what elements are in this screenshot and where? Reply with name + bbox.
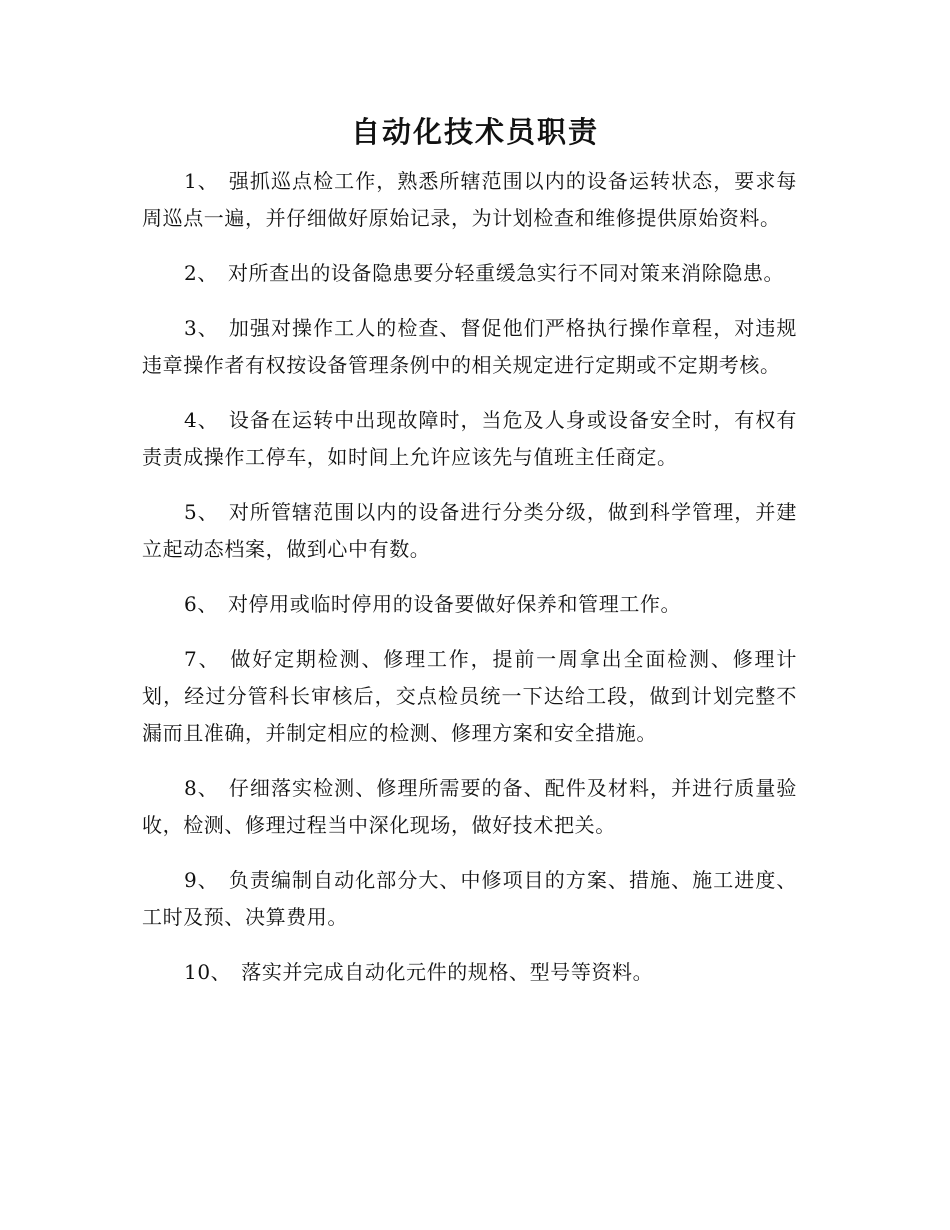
list-item: [142, 310, 797, 384]
list-item: [142, 954, 797, 991]
item-number: 2、: [184, 261, 218, 285]
item-number: 1、: [184, 169, 219, 193]
list-item: [142, 641, 797, 752]
item-number: 6、: [184, 592, 218, 616]
list-item: [142, 770, 797, 844]
item-text: 加强对操作工人的检查、督促他们严格执行操作章程，对违规违章操作者有权按设备管理条例中的相关规定进行定期或不定期考核。: [142, 316, 797, 377]
item-number: 9、: [184, 868, 219, 892]
item-text: 做好定期检测、修理工作，提前一周拿出全面检测、修理计划，经过分管科长审核后，交点检员统一下达给工段，做到计划完整不漏而且准确，并制定相应的检测、修理方案和安全措施。: [142, 647, 797, 745]
document-body: [142, 163, 797, 1009]
item-number: 5、: [184, 500, 219, 524]
item-number: 10、: [184, 960, 232, 984]
item-text: 仔细落实检测、修理所需要的备、配件及材料，并进行质量验收，检测、修理过程当中深化现场，做好技术把关。: [142, 776, 797, 837]
item-text: 对停用或临时停用的设备要做好保养和管理工作。: [227, 592, 682, 616]
item-number: 8、: [184, 776, 219, 800]
item-text: 对所查出的设备隐患要分轻重缓急实行不同对策来消除隐患。: [227, 261, 785, 285]
list-item: [142, 402, 797, 476]
document-title: 自动化技术员职责: [350, 115, 599, 149]
item-text: 强抓巡点检工作，熟悉所辖范围以内的设备运转状态，要求每周巡点一遍，并仔细做好原始记录，为计划检查和维修提供原始资料。: [142, 169, 797, 230]
item-text: 设备在运转中出现故障时，当危及人身或设备安全时，有权有责责成操作工停车，如时间上允许应该先与值班主任商定。: [142, 408, 797, 469]
item-text: 对所管辖范围以内的设备进行分类分级，做到科学管理，并建立起动态档案，做到心中有数。: [142, 500, 797, 561]
item-text: 落实并完成自动化元件的规格、型号等资料。: [241, 960, 654, 984]
list-item: [142, 163, 797, 237]
item-number: 3、: [184, 316, 219, 340]
item-number: 4、: [184, 408, 219, 432]
list-item: [142, 862, 797, 936]
item-text: 负责编制自动化部分大、中修项目的方案、措施、施工进度、工时及预、决算费用。: [142, 868, 797, 929]
list-item: [142, 586, 797, 623]
item-number: 7、: [184, 647, 221, 671]
list-item: [142, 255, 797, 292]
list-item: [142, 494, 797, 568]
